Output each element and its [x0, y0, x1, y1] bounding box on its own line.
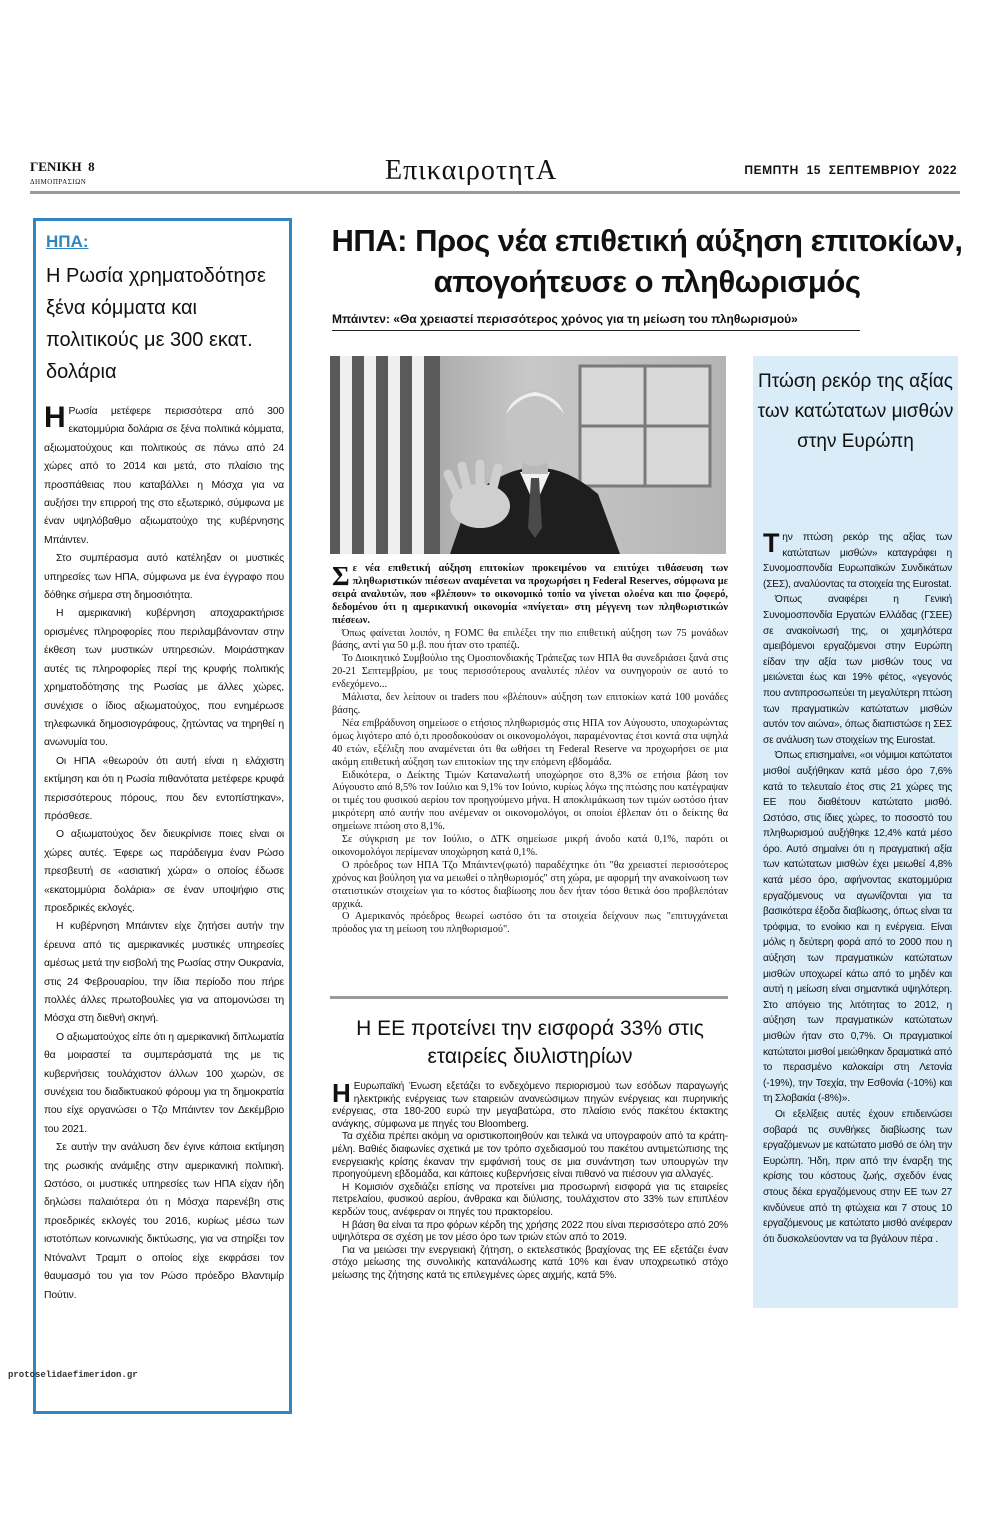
- subheadline-underline: [332, 330, 860, 331]
- left-box-paragraph: Στο συμπέρασμα αυτό κατέληξαν οι μυστικές υπηρεσίες των ΗΠΑ, σύμφωνα με ένα έγγραφο που δόθηκε σήμερα στη δημοσιότητα.: [44, 553, 284, 602]
- ee-paragraph: Η βάση θα είναι τα προ φόρων κέρδη της χρήσης 2022 που είναι περισσότερο από 20% υψηλότερα σε σχέση με τον μέσο όρο των τριών ετών από το 2019.: [332, 1219, 728, 1244]
- right-box-paragraph: Οι εξελίξεις αυτές έχουν επιδεινώσει σοβαρά τις συνθήκες διαβίωσης των εργαζόμενων με κατώτατο μισθό σε όλη την Ευρώπη. Ήδη, πριν από την έναρξη της κρίσης του κόστους ζωής, σχεδόν ένας στους δέκα εργαζόμενους στην ΕΕ των 27 κινδύνευε από τη φτώχεια και 7 στους 10 εργαζόμενους με κατώτατο μισθό ανέφεραν ότι δυσκολεύονταν να τα βγάλουν πέρα .: [763, 1108, 952, 1245]
- left-box-tag[interactable]: ΗΠΑ:: [46, 232, 89, 251]
- article-paragraph: Ειδικότερα, ο Δείκτης Τιμών Καταναλωτή υποχώρησε στο 8,3% σε ετήσια βάση τον Αύγουστο από 8,5% τον Ιούλιο και 9,1% τον Ιούνιο, κυρίως λόγω της πτώσης που κατέγραψαν οι τιμές του φυσικού αερίου τον προηγούμενο μήνα. Η αποκλιμάκωση των τιμών ωστόσο ήταν μικρότερη από αυτήν που ανέμεναν οι οικονομολόγοι, οι οποίοι έβλεπαν ότι ο δείκτης θα σημείωνε πτώση στο 8,1%.: [332, 769, 728, 833]
- biden-photo: [330, 356, 726, 554]
- left-box-paragraph: Ο αξιωματούχος δεν διευκρίνισε ποιες είναι οι χώρες αυτές. Έφερε ως παράδειγμα έναν Ρώσο πρεσβευτή σε «ασιατική χώρα» ο οποίος έδωσε «εκατομμύρια δολάρια» σε έναν υποψήφιο στις προεδρικές εκλογές.: [44, 829, 284, 914]
- left-box-paragraph: Η αμερικανική κυβέρνηση αποχαρακτήρισε ορισμένες πληροφορίες που περιλαμβάνονταν στην έκθεση των μυστικών υπηρεσιών. Μοιράστηκαν αυτές τις πληροφορίες περί της κρυφής πολιτικής χρηματοδότησης της Ρωσίας με άλλες χώρες, συνέχισε ο ίδιος αξιωματούχος, που ενημέρωσε τηλεφωνικά δημοσιογράφους, ζητώντας να τηρηθεί η ανωνυμία του.: [44, 608, 284, 749]
- section-subtitle: ΔΗΜΟΠΡΑΣΙΩΝ: [30, 178, 87, 186]
- left-box-paragraph: Οι ΗΠΑ «θεωρούν ότι αυτή είναι η ελάχιστη εκτίμηση και ότι η Ρωσία πιθανότατα μετέφερε κρυφά περισσότερους πόρους, που δεν εντοπίστηκαν», πρόσθεσε.: [44, 755, 284, 822]
- right-box-headline: Πτώση ρεκόρ της αξίας των κατώτατων μισθών στην Ευρώπη: [757, 371, 954, 452]
- article-paragraph: Το Διοικητικό Συμβούλιο της Ομοσπονδιακής Τράπεζας των ΗΠΑ θα συνεδριάσει ξανά στις 20-21 Σεπτεμβρίου, με τους περισσότερους αναλυτές πλέον να συνηγορούν σε αυτό το ενδεχόμενο...: [332, 653, 728, 691]
- page-number: 8: [88, 159, 95, 174]
- article-paragraph: Μάλιστα, δεν λείπουν οι traders που «βλέπουν» αύξηση των επιτοκίων κατά 100 μονάδες βάσης.: [332, 692, 728, 716]
- dropcap: Τ: [763, 528, 780, 558]
- right-box-body: [763, 530, 952, 1247]
- ee-paragraph: Τα σχέδια πρέπει ακόμη να οριστικοποιηθούν και τελικά να υπογραφούν από τα κράτη-μέλη. Βαθιές διαφωνίες σχετικά με τον τρόπο σχεδιασμού του πακέτου αντιμετώπισης της ενεργειακής κρίσης έκαναν την εμφάνισή τους σε μια συνάντηση των υπουργών την προηγούμενη εβδομάδα, και κάποιες κυβερνήσεις είναι πιθανό να πιέσουν για αλλαγές.: [332, 1131, 728, 1181]
- issue-date: ΠΕΜΠΤΗ 15 ΣΕΠΤΕΜΒΡΙΟΥ 2022: [744, 163, 957, 177]
- source-watermark[interactable]: protoselidaefimeridon.gr: [8, 1370, 138, 1380]
- dropcap: Η: [332, 1078, 351, 1108]
- left-box-paragraph: Ο αξιωματούχος είπε ότι η αμερικανική διπλωματία θα μοιραστεί τα συμπεράσματά της με τις κυβερνήσεις τουλάχιστον άλλων 100 χωρών, σε συνέχεια του διαδικτυακού φόρουμ για τη δημοκρατία που είχε οργανώσει ο Τζο Μπάιντεν τον Δεκέμβριο του 2021.: [44, 1031, 284, 1135]
- left-box-body: [44, 403, 284, 1305]
- section-label: [30, 160, 95, 189]
- article-paragraph: Ο Αμερικανός πρόεδρος θεωρεί ωστόσο ότι τα στοιχεία δείχνουν πως "επιτυγχάνεται πρόοδος για τη μείωση του πληθωρισμού".: [332, 911, 728, 936]
- article-paragraph: Όπως φαίνεται λοιπόν, η FOMC θα επιλέξει την πιο επιθετική αύξηση των 75 μονάδων βάσης, αντί για 50 μ.β. που ήταν στο τραπέζι.: [332, 627, 728, 652]
- right-box-paragraph: Την πτώση ρεκόρ της αξίας των κατώτατων μισθών» καταγράφει η Συνομοσπονδία Ευρωπαϊκών Συνδικάτων (ΣΕΣ), αναλύοντας τα στοιχεία της Eurostat.: [763, 528, 952, 590]
- article-divider: [330, 996, 728, 999]
- ee-paragraph: Η Ευρωπαϊκή Ένωση εξετάζει το ενδεχόμενο περιορισμού των εσόδων παραγωγής ηλεκτρικής ενέργειας των εταιρειών ανανεώσιμων πηγών ενέργειας και πυρηνικής ενέργειας, στα 180-200 ευρώ την μεγαβατώρα, στο πλαίσιο ενός πακέτου έκτακτης ανάγκης, σύμφωνα με πηγές του Bloomberg.: [332, 1078, 728, 1130]
- right-box-paragraph: Όπως αναφέρει η Γενική Συνομοσπονδία Εργατών Ελλάδας (ΓΣΕΕ) σε ανακοίνωσή της, οι χαμηλότερα αμειβόμενοι εργαζόμενοι στην Ευρώπη είδαν την αξία των μισθών τους να μειώνεται έως και 19% φέτος, «γεγονός που αντιπροσωπεύει τη μεγαλύτερη πτώση των πραγματικών κατώτατων μισθών αυτόν τον αιώνα», όπως διαπιστώσε η ΣΕΣ σε ανάλυση των στοιχείων της Eurostat.: [763, 594, 952, 746]
- dropcap: Η: [44, 401, 66, 434]
- right-box-paragraph: Όπως επισημαίνει, «οι νόμιμοι κατώτατοι μισθοί αυξήθηκαν κατά μέσο όρο 7,6% κατά το τελευταίο έτος στις 21 χώρες της ΕΕ που διαθέτουν κατώτατο μισθό. Ωστόσο, στις ίδιες χώρες, το ποσοστό του πληθωρισμού αυξήθηκε 12,4% κατά μέσο όρο. Αυτό σημαίνει ότι η πραγματική αξία των κατώτατων μισθών έχει μειωθεί 4,8% κατά μέσο όρο, αφήνοντας εκατομμύρια εργαζόμενους να αγωνίζονται για τα βασικότερα έξοδα διαβίωσης, όπως είναι τα τρόφιμα, το ενοίκιο και η ενέργεια. Είναι μόλις η δεύτερη φορά από το 2000 που η αύξηση των πραγματικών κατώτατων μισθών υποχωρεί κάτω από το μηδέν και αυτή η μείωση είναι σημαντικά υψηλότερη. Στο απόγειο της λιτότητας το 2012, η αύξηση των πραγματικών κατώτατων μισθών ήταν στο 0,7%. Οι πραγματικοί κατώτατοι μισθοί μειώθηκαν δραματικά από το περασμένο καλοκαίρι στη Λετονία (-19%), την Τσεχία, την Εσθονία (-10%) και τη Σλοβακία (-8%)».: [763, 750, 952, 1105]
- page-title: ΕπικαιροτητΑ: [385, 155, 558, 186]
- left-box-headline: Η Ρωσία χρηματοδότησε ξένα κόμματα και πολιτικούς με 300 εκατ. δολάρια: [46, 265, 266, 383]
- ee-paragraph: Για να μειώσει την ενεργειακή ζήτηση, ο εκτελεστικός βραχίονας της ΕΕ εξετάζει έναν στόχο μείωσης της συνολικής κατανάλωσης κατά 10% και έναν υποχρεωτικό στόχο μείωσης της ζήτησης κατά τις επιλεγμένες ώρες αιχμής, κατά 5%.: [332, 1244, 728, 1281]
- left-box-paragraph: Η Ρωσία μετέφερε περισσότερα από 300 εκατομμύρια δολάρια σε ξένα πολιτικά κόμματα, αξιωματούχους και πολιτικούς σε πάνω από 24 χώρες από το 2014 και μετά, στο πλαίσιο της προσπάθειας που καταβάλλει η Μόσχα για να αυξήσει την επιρροή της στο εξωτερικό, σύμφωνα με έναν υψηλόβαθμο αξιωματούχο της κυβέρνησης Μπάιντεν.: [44, 401, 284, 546]
- photo-illustration: [330, 356, 726, 554]
- article-paragraph: Ο πρόεδρος των ΗΠΑ Τζο Μπάιντεν(φωτό) παραδέχτηκε ότι "θα χρειαστεί περισσότερος χρόνος και βούληση για να μειωθεί ο πληθωρισμός" στη χώρα, με αφορμή την ανακοίνωση των στατιστικών στοιχείων για το κόστος διαβίωσης που δεν ήταν τόσο θετικά όσο προβλεπόταν αρχικά.: [332, 859, 728, 910]
- ee-paragraph: Η Κομισιόν σχεδιάζει επίσης να προτείνει μια προσωρινή εισφορά για τις εταιρείες πετρελαίου, φυσικού αερίου, άνθρακα και διύλισης, τουλάχιστον στο 33% των επιπλέον κερδών τους, ανέφεραν οι πηγές του πρακτορείου.: [332, 1181, 728, 1218]
- article-paragraph: Νέα επιβράδυνση σημείωσε ο ετήσιος πληθωρισμός στις ΗΠΑ τον Αύγουστο, υποχωρώντας όμως λιγότερο από ό,τι προσδοκούσαν οι οικονομολόγοι, παραμένοντας έτσι κοντά στα υψηλά 40 ετών, εξέλιξη που αναμένεται ότι θα ωθήσει τη Federal Reserve να προχωρήσει σε μια ακόμη επιθετική αύξηση των επιτοκίων της την επόμενη εβδομάδα.: [332, 717, 728, 768]
- section-name: ΓΕΝΙΚΗ: [30, 159, 82, 174]
- header-divider: [30, 191, 960, 194]
- ee-article-body: [332, 1078, 728, 1283]
- left-box-paragraph: Σε αυτήν την ανάλυση δεν έγινε κάποια εκτίμηση της ρωσικής ανάμιξης στην αμερικανική πολιτική. Ωστόσο, οι μυστικές υπηρεσίες των ΗΠΑ είχαν ήδη δηλώσει παλαιότερα ότι η Μόσχα παρενέβη στις προεδρικές εκλογές του 2016, κυρίως μέσω των ιστοτόπων κοινωνικής δικτύωσης, για να στηρίξει τον Ντόναλντ Τραμπ ο οποίος είχε εκφράσει τον θαυμασμό του για τον Ρώσο πρόεδρο Βλαντιμίρ Πούτιν.: [44, 1142, 284, 1301]
- main-headline: ΗΠΑ: Προς νέα επιθετική αύξηση επιτοκίων, απογοήτευσε ο πληθωρισμός: [331, 223, 963, 299]
- main-article-body: [332, 563, 728, 937]
- left-box-paragraph: Η κυβέρνηση Μπάιντεν είχε ζητήσει αυτήν την έρευνα από τις αμερικανικές μυστικές υπηρεσίες αμέσως μετά την εισβολή της Ρωσίας στην Ουκρανία, στις 24 Φεβρουαρίου, την ίδια περίοδο που πήρε πολλές άλλες πρωτοβουλίες για να απομονώσει τη Μόσχα στη διεθνή σκηνή.: [44, 921, 284, 1025]
- ee-headline: Η ΕΕ προτείνει την εισφορά 33% στις εταιρείες διυλιστηρίων: [356, 1017, 704, 1068]
- article-lead: Σε νέα επιθετική αύξηση επιτοκίων προκειμένου να επιτύχει τιθάσευση των πληθωριστικών πιέσεων αναμένεται να προχωρήσει η Federal Reserves, σύμφωνα με σειρά αναλυτών, που «βλέπουν» το οικονομικό τοπίο να γίνεται ολοένα και πιο ζοφερό, δεδομένου ότι η αμερικανική οικονομία «πνίγεται» στη μέγγενη των πληθωριστικών πιέσεων.: [332, 561, 728, 626]
- dropcap: Σ: [332, 561, 350, 591]
- main-subheadline: Μπάιντεν: «Θα χρειαστεί περισσότερος χρόνος για τη μείωση του πληθωρισμού»: [332, 312, 798, 326]
- article-paragraph: Σε σύγκριση με τον Ιούλιο, ο ΔΤΚ σημείωσε μικρή άνοδο κατά 0,1%, παρότι οι οικονομολόγοι περίμεναν υποχώρηση κατά 0,1%.: [332, 834, 728, 858]
